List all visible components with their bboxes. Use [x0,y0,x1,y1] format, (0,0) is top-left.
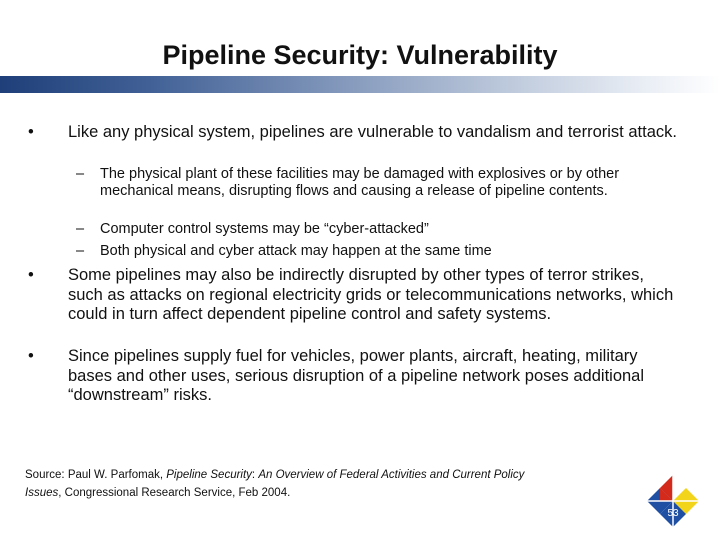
source-prefix: Source: Paul W. Parfomak, [25,469,167,481]
bullet-marker: • [28,347,34,365]
sub-bullet-text: Computer control systems may be “cyber-attacked” [100,221,429,237]
sub-bullet-text: Both physical and cyber attack may happen at the same time [100,243,492,259]
source-title-2: An Overview of Federal Activities and Current Policy Issues [25,469,525,499]
sub-bullet-3 [76,243,676,260]
sub-bullet-2 [76,221,676,238]
source-citation [25,466,545,502]
page-number: 53 [667,508,679,519]
sub-bullet-text: The physical plant of these facilities may be damaged with explosives or by other mechanical means, disrupting flows and causing a release of pipeline contents. [100,166,620,199]
bullet-marker: • [28,123,34,141]
bullet-text: Like any physical system, pipelines are vulnerable to vandalism and terrorist attack. [68,123,677,141]
sub-bullet-marker: – [76,243,85,259]
hazard-diamond-icon [646,474,700,528]
source-title-1: Pipeline Security [166,469,252,481]
bullet-2 [28,266,678,325]
bullet-1 [28,123,678,143]
source-colon: : [251,469,259,481]
sub-bullet-marker: – [76,166,85,182]
bullet-marker: • [28,266,34,284]
bullet-3 [28,347,678,406]
slide-title: Pipeline Security: Vulnerability [162,40,558,70]
sub-bullet-marker: – [76,221,85,237]
sub-bullet-1 [76,166,676,199]
source-suffix: , Congressional Research Service, Feb 2004. [58,487,291,499]
bullet-text: Some pipelines may also be indirectly disrupted by other types of terror strikes, such as attacks on regional electricity grids or telecommunications networks, which could in turn affect dependent pipeline control and safety systems. [68,266,674,323]
bullet-text: Since pipelines supply fuel for vehicles, power plants, aircraft, heating, military bases and other uses, serious disruption of a pipeline network poses additional “downstream” risks. [68,347,645,404]
title-gradient-bar [0,76,720,93]
